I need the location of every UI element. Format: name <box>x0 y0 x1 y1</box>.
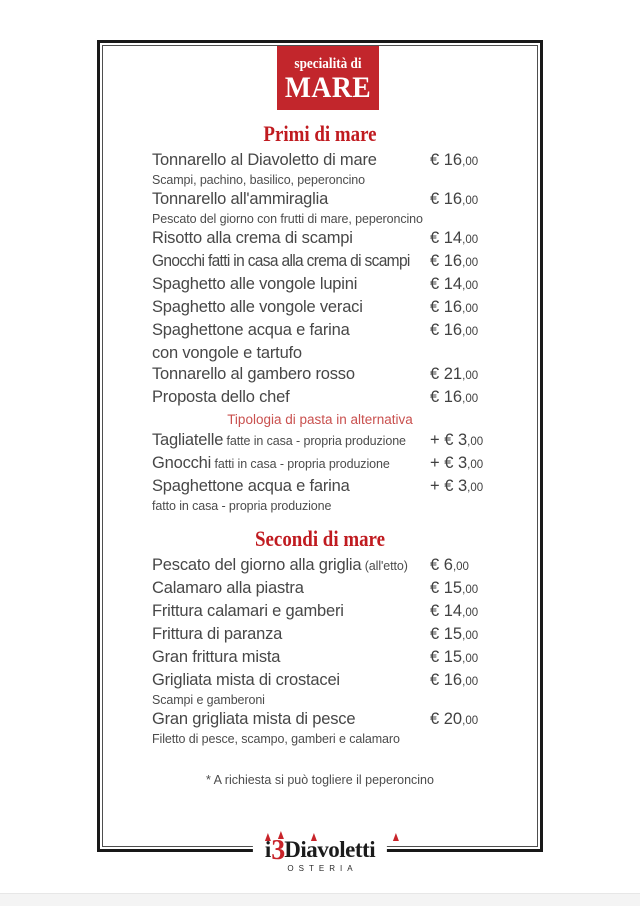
menu-item <box>152 670 488 708</box>
footnote: * A richiesta si può togliere il peperoncino <box>206 773 434 787</box>
item-price: € 16,00 <box>430 388 479 406</box>
item-price: € 14,00 <box>430 602 479 620</box>
logo-wordmark <box>265 837 375 864</box>
restaurant-logo <box>253 837 387 874</box>
menu-item <box>152 430 488 453</box>
menu-item-row <box>152 670 488 693</box>
menu-item <box>152 387 488 410</box>
menu-item <box>152 297 488 320</box>
menu-item-row <box>152 189 488 212</box>
menu-item-row <box>152 320 488 343</box>
section-title: Primi di mare <box>263 121 377 146</box>
menu-item-row <box>152 624 488 647</box>
menu-sections <box>152 121 488 747</box>
section-items <box>152 555 488 747</box>
item-name: Frittura di paranza <box>152 625 283 643</box>
item-price: € 14,00 <box>430 229 479 247</box>
section-note: Tipologia di pasta in alternativa <box>227 412 413 427</box>
item-description: fatto in casa - propria produzione <box>152 499 332 513</box>
item-name-second-line: con vongole e tartufo <box>152 344 302 362</box>
item-price: € 16,00 <box>430 190 479 208</box>
logo-name: Diavoletti <box>284 837 376 862</box>
flame-icon <box>278 831 284 839</box>
item-name: Pescato del giorno alla griglia (all'etto) <box>152 556 408 574</box>
item-price: € 21,00 <box>430 365 479 383</box>
item-name: Tonnarello al gambero rosso <box>152 365 355 383</box>
item-name: Frittura calamari e gamberi <box>152 602 344 620</box>
menu-item <box>152 453 488 476</box>
menu-item-row <box>152 647 488 670</box>
menu-item-row <box>152 251 488 274</box>
menu-item <box>152 578 488 601</box>
badge-line1: specialità di <box>294 56 362 72</box>
flame-icon <box>311 833 317 841</box>
menu-item <box>152 624 488 647</box>
menu-section <box>152 411 488 514</box>
menu-item-row <box>152 150 488 173</box>
menu-item <box>152 647 488 670</box>
item-price: € 15,00 <box>430 579 479 597</box>
item-name: Gnocchi fatti in casa - propria produzione <box>152 454 390 472</box>
section-items <box>152 150 488 410</box>
menu-item-row <box>152 476 488 499</box>
item-price: + € 3,00 <box>430 477 484 495</box>
menu-item-row <box>152 274 488 297</box>
item-name: Calamaro alla piastra <box>152 579 304 597</box>
item-price: € 16,00 <box>430 298 479 316</box>
item-price: € 20,00 <box>430 710 479 728</box>
menu-item <box>152 709 488 747</box>
item-price: € 15,00 <box>430 648 479 666</box>
menu-item-row <box>152 453 488 476</box>
specialita-badge <box>277 46 379 110</box>
badge-line2: MARE <box>284 71 372 104</box>
menu-item <box>152 320 488 364</box>
menu-item <box>152 274 488 297</box>
page-bottom-edge <box>0 893 640 906</box>
menu-section <box>152 121 488 410</box>
menu-item <box>152 601 488 624</box>
item-name: Grigliata mista di crostacei <box>152 671 340 689</box>
item-description: Scampi e gamberoni <box>152 693 265 707</box>
menu-item-row <box>152 555 488 578</box>
menu-item <box>152 555 488 578</box>
menu-item <box>152 364 488 387</box>
item-name: Risotto alla crema di scampi <box>152 229 353 247</box>
item-name: Spaghetto alle vongole veraci <box>152 298 363 316</box>
menu-frame <box>97 40 543 873</box>
menu-item <box>152 228 488 251</box>
item-name: Tonnarello al Diavoletto di mare <box>152 151 377 169</box>
menu-item-row <box>152 364 488 387</box>
item-name: Spaghettone acqua e farina <box>152 477 350 495</box>
menu-item <box>152 150 488 188</box>
section-title: Secondi di mare <box>255 526 385 551</box>
item-name: Tonnarello all'ammiraglia <box>152 190 329 208</box>
item-price: € 15,00 <box>430 625 479 643</box>
menu-item-row <box>152 430 488 453</box>
menu-item-row <box>152 387 488 410</box>
menu-item <box>152 189 488 227</box>
item-name: Spaghetto alle vongole lupini <box>152 275 358 293</box>
menu-content <box>100 43 540 849</box>
item-price: € 16,00 <box>430 321 479 339</box>
item-price: + € 3,00 <box>430 431 484 449</box>
menu-item <box>152 251 488 274</box>
menu-item-row <box>152 228 488 251</box>
item-price: + € 3,00 <box>430 454 484 472</box>
menu-item-row <box>152 578 488 601</box>
item-name: Gran frittura mista <box>152 648 281 666</box>
logo-letter-i: i <box>264 837 272 862</box>
item-price: € 16,00 <box>430 252 479 270</box>
menu-item-row <box>152 297 488 320</box>
item-price: € 6,00 <box>430 556 469 574</box>
item-name: Gnocchi fatti in casa alla crema di scampi <box>152 252 410 270</box>
item-description: Filetto di pesce, scampo, gamberi e calamaro <box>152 732 400 746</box>
item-description: Scampi, pachino, basilico, peperoncino <box>152 173 365 187</box>
menu-item <box>152 476 488 514</box>
item-name: Tagliatelle fatte in casa - propria produzione <box>152 431 406 449</box>
item-price: € 16,00 <box>430 151 479 169</box>
menu-item-row <box>152 709 488 732</box>
menu-section <box>152 526 488 747</box>
item-name: Gran grigliata mista di pesce <box>152 710 356 728</box>
logo-number-3: 3 <box>271 835 285 866</box>
section-items <box>152 430 488 514</box>
flame-icon <box>393 833 399 841</box>
flame-icon <box>265 833 271 841</box>
item-description: Pescato del giorno con frutti di mare, peperoncino <box>152 212 423 226</box>
item-name: Proposta dello chef <box>152 388 290 406</box>
menu-item-row <box>152 601 488 624</box>
item-price: € 14,00 <box>430 275 479 293</box>
logo-osteria-label: OSTERIA <box>287 864 358 873</box>
item-name: Spaghettone acqua e farina <box>152 321 350 339</box>
item-price: € 16,00 <box>430 671 479 689</box>
